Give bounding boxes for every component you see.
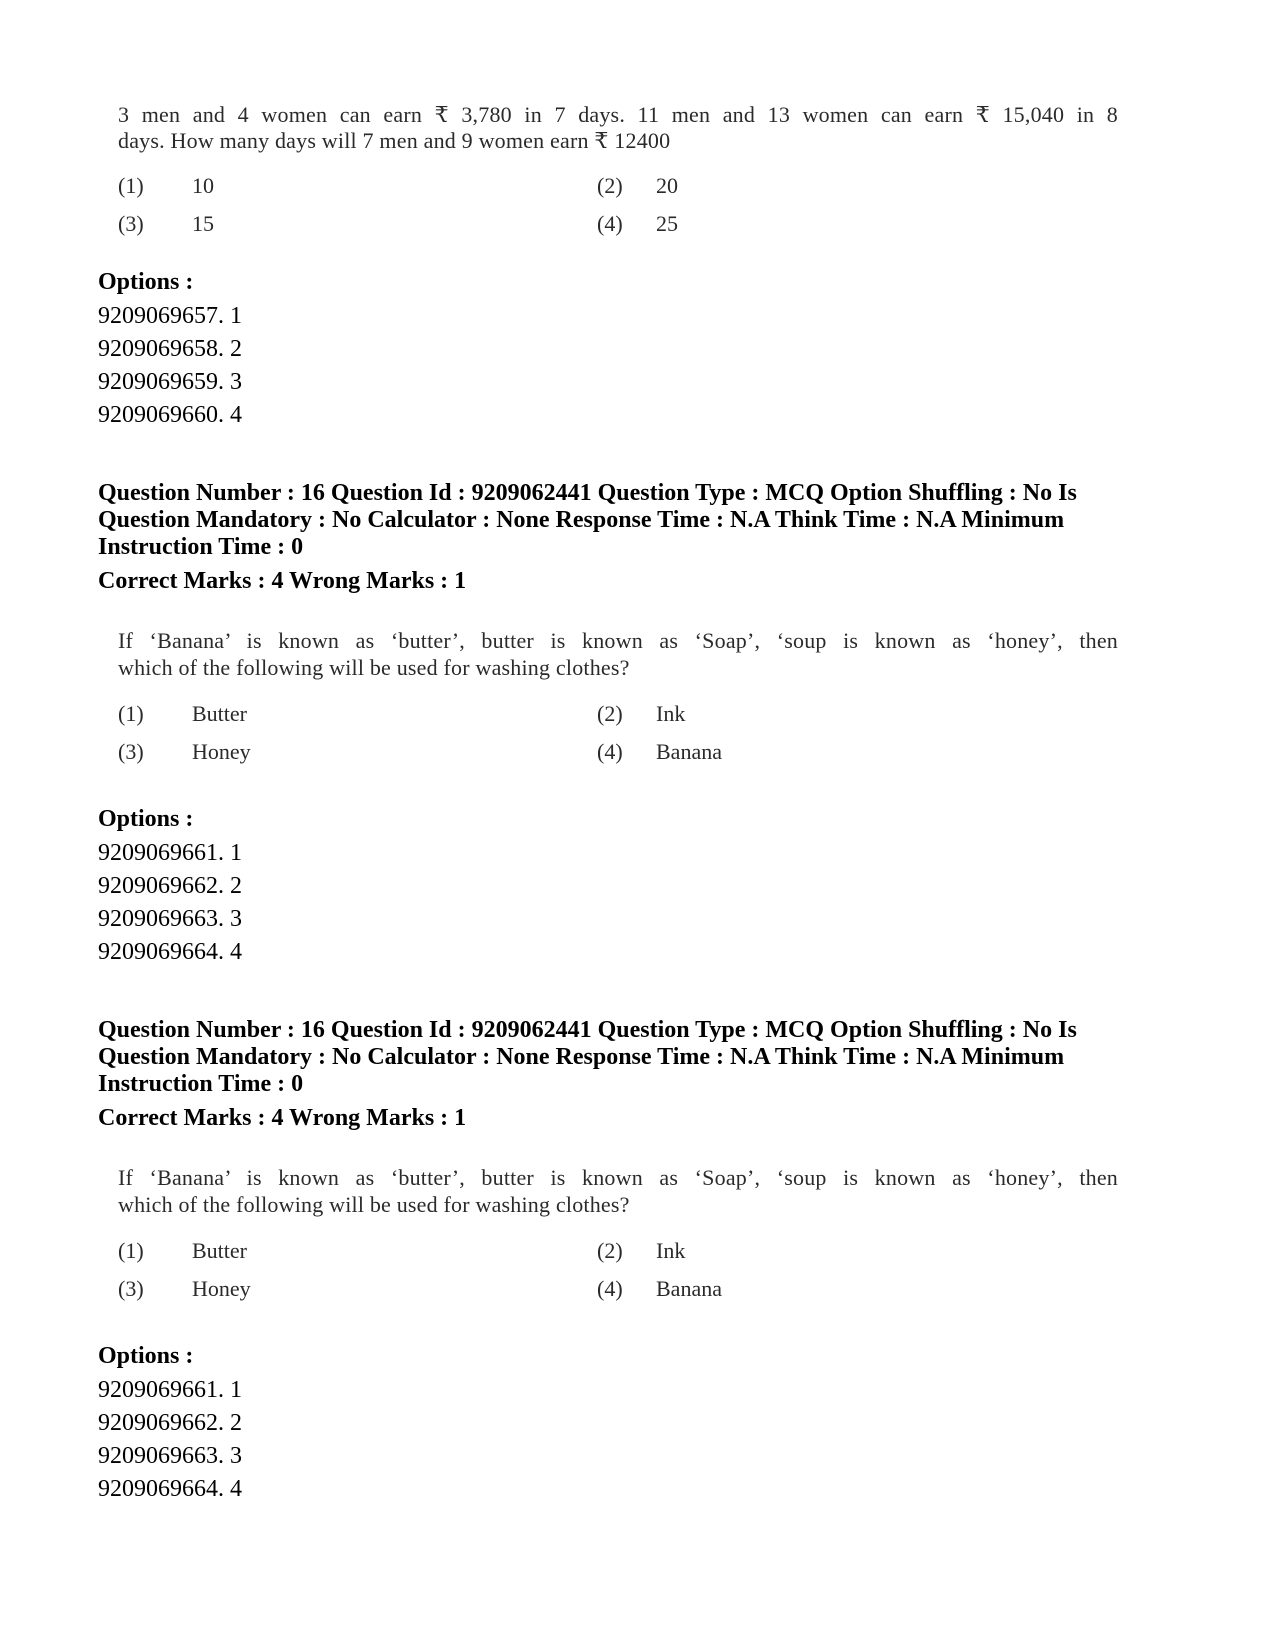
option-line: 9209069661. 1	[98, 1377, 242, 1403]
option-line: 9209069660. 4	[98, 402, 242, 428]
option-line: 9209069664. 4	[98, 939, 242, 965]
choice-value: Ink	[656, 701, 686, 726]
choice-value: Honey	[192, 1276, 251, 1301]
question-text-line-1: 3 men and 4 women can earn ₹ 3,780 in 7 days. 11 men and 13 women can earn ₹ 15,040 in 8	[118, 102, 1118, 127]
choice-number: (3)	[118, 211, 144, 236]
question-text-line-2	[118, 654, 1118, 681]
question-text-line-2-content: days. How many days will 7 men and 9 women earn ₹ 12400	[118, 128, 671, 153]
question-meta-line: Instruction Time : 0	[98, 534, 304, 560]
question-meta-line: Question Number : 16 Question Id : 9209062441 Question Type : MCQ Option Shuffling : No Is	[98, 480, 1077, 506]
choice-value: Butter	[192, 1238, 247, 1263]
choice-value: Banana	[656, 1276, 722, 1301]
choice-value: 10	[192, 173, 214, 198]
options-heading: Options :	[98, 806, 194, 832]
choice-value: Butter	[192, 701, 247, 726]
option-line: 9209069664. 4	[98, 1476, 242, 1502]
option-line: 9209069661. 1	[98, 840, 242, 866]
choice-number: (2)	[597, 173, 623, 198]
marks-line: Correct Marks : 4 Wrong Marks : 1	[98, 1105, 467, 1131]
choice-value: 20	[656, 173, 678, 198]
question-text	[118, 1164, 1118, 1191]
question-meta-line: Instruction Time : 0	[98, 1071, 304, 1097]
choice-number: (1)	[118, 173, 144, 198]
choice-number: (3)	[118, 1276, 144, 1301]
choice-value: Ink	[656, 1238, 686, 1263]
choice-value: 15	[192, 211, 214, 236]
option-line: 9209069662. 2	[98, 873, 242, 899]
choice-number: (1)	[118, 701, 144, 726]
choice-value: Banana	[656, 739, 722, 764]
option-line: 9209069659. 3	[98, 369, 242, 395]
choice-number: (2)	[597, 1238, 623, 1263]
choice-number: (2)	[597, 701, 623, 726]
choice-number: (3)	[118, 739, 144, 764]
option-line: 9209069658. 2	[98, 336, 242, 362]
question-text-line-2	[118, 1191, 1118, 1218]
options-heading: Options :	[98, 1343, 194, 1369]
choice-number: (4)	[597, 1276, 623, 1301]
question-text-line-1: If ‘Banana’ is known as ‘butter’, butter is known as ‘Soap’, ‘soup is known as ‘honey’, then	[118, 1165, 1118, 1190]
question-text	[118, 101, 1118, 128]
option-line: 9209069663. 3	[98, 1443, 242, 1469]
question-text-line-2	[118, 127, 1118, 154]
choice-value: 25	[656, 211, 678, 236]
question-meta-line: Question Mandatory : No Calculator : None Response Time : N.A Think Time : N.A Minimum	[98, 507, 1065, 533]
marks-line: Correct Marks : 4 Wrong Marks : 1	[98, 568, 467, 594]
question-text-line-2-content: which of the following will be used for washing clothes?	[118, 655, 630, 680]
question-meta-line: Question Mandatory : No Calculator : None Response Time : N.A Think Time : N.A Minimum	[98, 1044, 1065, 1070]
question-text-line-2-content: which of the following will be used for washing clothes?	[118, 1192, 630, 1217]
option-line: 9209069657. 1	[98, 303, 242, 329]
option-line: 9209069662. 2	[98, 1410, 242, 1436]
choice-number: (1)	[118, 1238, 144, 1263]
options-heading: Options :	[98, 269, 194, 295]
choice-number: (4)	[597, 739, 623, 764]
question-text-line-1: If ‘Banana’ is known as ‘butter’, butter is known as ‘Soap’, ‘soup is known as ‘honey’, then	[118, 628, 1118, 653]
question-text	[118, 627, 1118, 654]
question-meta-line: Question Number : 16 Question Id : 9209062441 Question Type : MCQ Option Shuffling : No Is	[98, 1017, 1077, 1043]
choice-value: Honey	[192, 739, 251, 764]
option-line: 9209069663. 3	[98, 906, 242, 932]
choice-number: (4)	[597, 211, 623, 236]
